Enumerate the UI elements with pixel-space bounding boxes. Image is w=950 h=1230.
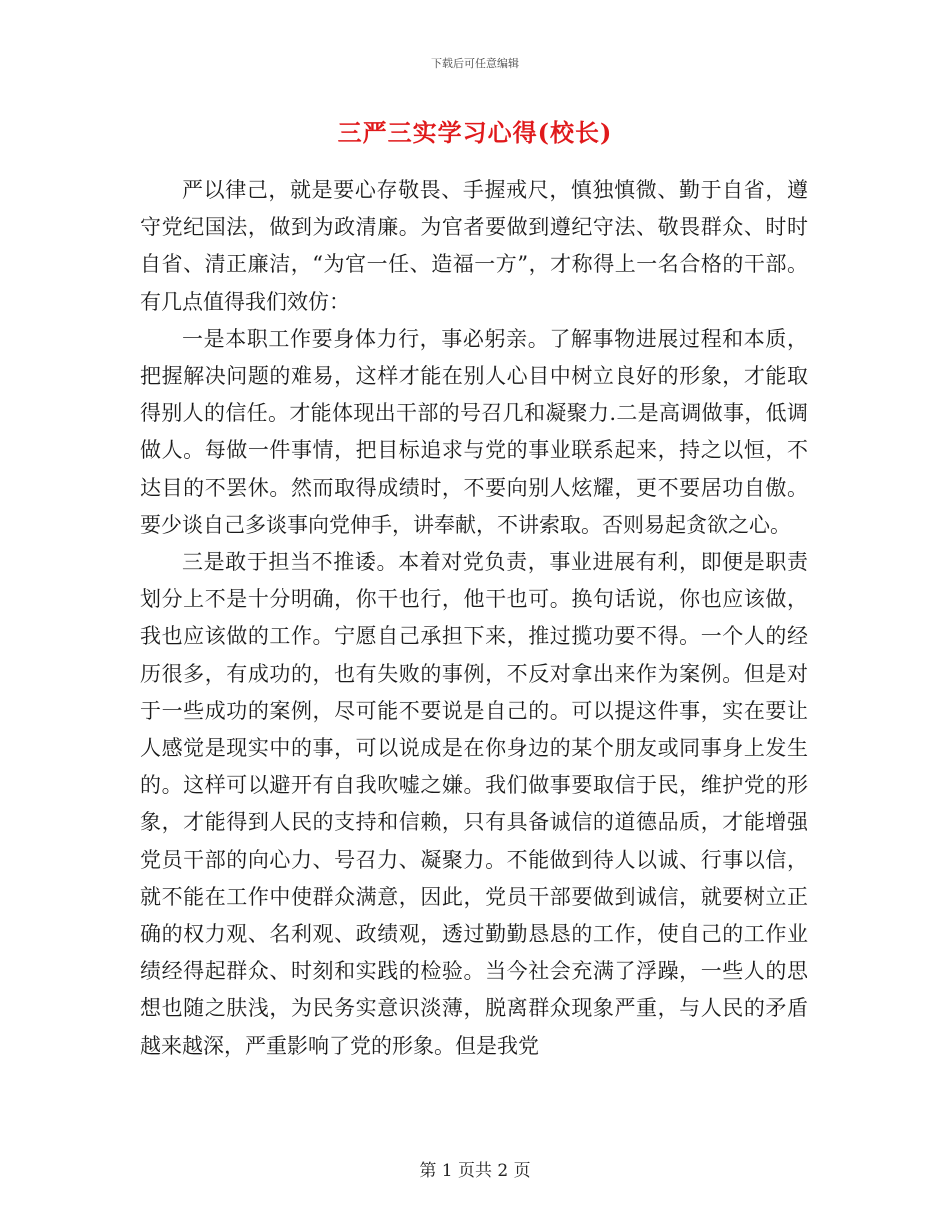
document-body xyxy=(140,172,808,1065)
paragraph-2: 一是本职工作要身体力行，事必躬亲。了解事物进展过程和本质，把握解决问题的难易，这样才能在别人心目中树立良好的形象，才能取得别人的信任。才能体现出干部的号召几和凝聚力.二是高调做事，低调做人。每做一件事情，把目标追求与党的事业联系起来，持之以恒，不达目的不罢休。然而取得成绩时，不要向别人炫耀，更不要居功自傲。要少谈自己多谈事向党伸手，讲奉献，不讲索取。否则易起贪欲之心。 xyxy=(140,326,808,537)
header-note: 下载后可任意编辑 xyxy=(431,57,519,70)
document-title: 三严三实学习心得(校长) xyxy=(337,118,613,147)
paragraph-1: 严以律己，就是要心存敬畏、手握戒尺，慎独慎微、勤于自省，遵守党纪国法，做到为政清廉。为官者要做到遵纪守法、敬畏群众、时时自省、清正廉洁，“为官一任、造福一方”，才称得上一名合格的干部。有几点值得我们效仿： xyxy=(140,178,808,314)
page-number: 第 1 页共 2 页 xyxy=(419,1161,531,1181)
paragraph-3: 三是敢于担当不推诿。本着对党负责，事业进展有利，即便是职责划分上不是十分明确，你干也行，他干也可。换句话说，你也应该做，我也应该做的工作。宁愿自己承担下来，推过揽功要不得。一个人的经历很多，有成功的，也有失败的事例，不反对拿出来作为案例。但是对于一些成功的案例，尽可能不要说是自己的。可以提这件事，实在要让人感觉是现实中的事，可以说成是在你身边的某个朋友或同事身上发生的。这样可以避开有自我吹嘘之嫌。我们做事要取信于民，维护党的形象，才能得到人民的支持和信赖，只有具备诚信的道德品质，才能增强党员干部的向心力、号召力、凝聚力。不能做到待人以诚、行事以信，就不能在工作中使群众满意，因此，党员干部要做到诚信，就要树立正确的权力观、名利观、政绩观，透过勤勤恳恳的工作，使自己的工作业绩经得起群众、时刻和实践的检验。当今社会充满了浮躁，一些人的思想也随之肤浅，为民务实意识淡薄，脱离群众现象严重，与人民的矛盾越来越深，严重影响了党的形象。但是我党 xyxy=(140,550,808,1058)
